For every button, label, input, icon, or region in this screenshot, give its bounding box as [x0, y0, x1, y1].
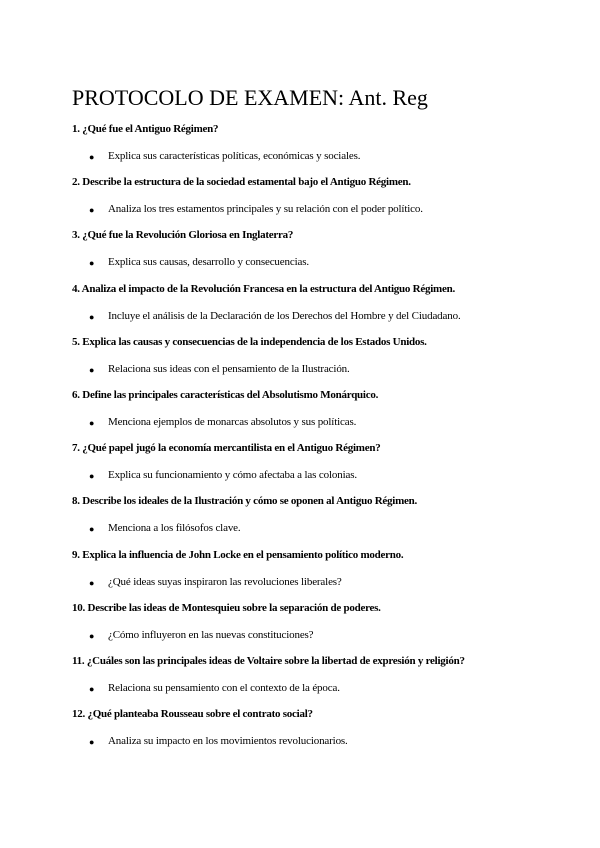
question-subpoint: Explica sus causas, desarrollo y consecuencias.	[108, 256, 309, 269]
question-item	[0, 387, 600, 440]
bullet-icon: ●	[89, 311, 95, 322]
question-text: 8. Describe los ideales de la Ilustración y cómo se oponen al Antiguo Régimen.	[72, 495, 418, 508]
question-item	[0, 706, 600, 759]
question-subpoint: Analiza los tres estamentos principales y su relación con el poder político.	[108, 203, 423, 216]
question-text: 5. Explica las causas y consecuencias de la independencia de los Estados Unidos.	[72, 335, 427, 348]
question-item	[0, 547, 600, 600]
bullet-icon: ●	[89, 152, 95, 162]
question-subpoint: ¿Cómo influyeron en las nuevas constituciones?	[108, 628, 314, 641]
bullet-icon: ●	[89, 417, 95, 428]
question-text: 12. ¿Qué planteaba Rousseau sobre el contrato social?	[72, 708, 313, 721]
bullet-icon: ●	[89, 577, 95, 588]
bullet-icon: ●	[89, 471, 95, 482]
question-item	[0, 121, 600, 174]
question-subpoint: Relaciona sus ideas con el pensamiento de la Ilustración.	[108, 362, 350, 375]
question-item	[0, 653, 600, 706]
bullet-icon: ●	[89, 205, 95, 216]
question-item	[0, 174, 600, 227]
question-text: 2. Describe la estructura de la sociedad estamental bajo el Antiguo Régimen.	[72, 176, 411, 189]
question-item	[0, 227, 600, 280]
question-subpoint: Explica sus características políticas, económicas y sociales.	[108, 150, 361, 162]
question-text: 10. Describe las ideas de Montesquieu sobre la separación de poderes.	[72, 601, 381, 614]
question-text: 3. ¿Qué fue la Revolución Gloriosa en Inglaterra?	[72, 229, 294, 242]
question-text: 1. ¿Qué fue el Antiguo Régimen?	[72, 123, 219, 135]
question-item	[0, 281, 600, 334]
page-title: PROTOCOLO DE EXAMEN: Ant. Reg	[72, 85, 428, 110]
question-subpoint: ¿Qué ideas suyas inspiraron las revoluciones liberales?	[108, 575, 342, 588]
question-list	[0, 121, 600, 759]
bullet-icon: ●	[89, 364, 95, 375]
question-subpoint: Explica su funcionamiento y cómo afectaba a las colonias.	[108, 469, 357, 482]
question-text: 6. Define las principales características del Absolutismo Monárquico.	[72, 388, 379, 401]
question-item	[0, 493, 600, 546]
bullet-icon: ●	[89, 258, 95, 269]
question-item	[0, 334, 600, 387]
question-item	[0, 600, 600, 653]
question-text: 9. Explica la influencia de John Locke en el pensamiento político moderno.	[72, 548, 404, 561]
question-subpoint: Menciona ejemplos de monarcas absolutos y sus políticas.	[108, 415, 357, 428]
bullet-icon: ●	[89, 524, 95, 535]
question-subpoint: Relaciona su pensamiento con el contexto de la época.	[108, 681, 340, 694]
question-subpoint: Analiza su impacto en los movimientos revolucionarios.	[108, 735, 348, 748]
question-text: 4. Analiza el impacto de la Revolución Francesa en la estructura del Antiguo Régimen.	[72, 282, 455, 295]
bullet-icon: ●	[89, 737, 95, 748]
question-text: 7. ¿Qué papel jugó la economía mercantilista en el Antiguo Régimen?	[72, 442, 381, 455]
bullet-icon: ●	[89, 683, 95, 694]
question-text: 11. ¿Cuáles son las principales ideas de Voltaire sobre la libertad de expresión y religión?	[72, 654, 465, 667]
question-subpoint: Incluye el análisis de la Declaración de los Derechos del Hombre y del Ciudadano.	[108, 309, 461, 322]
bullet-icon: ●	[89, 630, 95, 641]
question-subpoint: Menciona a los filósofos clave.	[108, 522, 241, 535]
question-item	[0, 440, 600, 493]
